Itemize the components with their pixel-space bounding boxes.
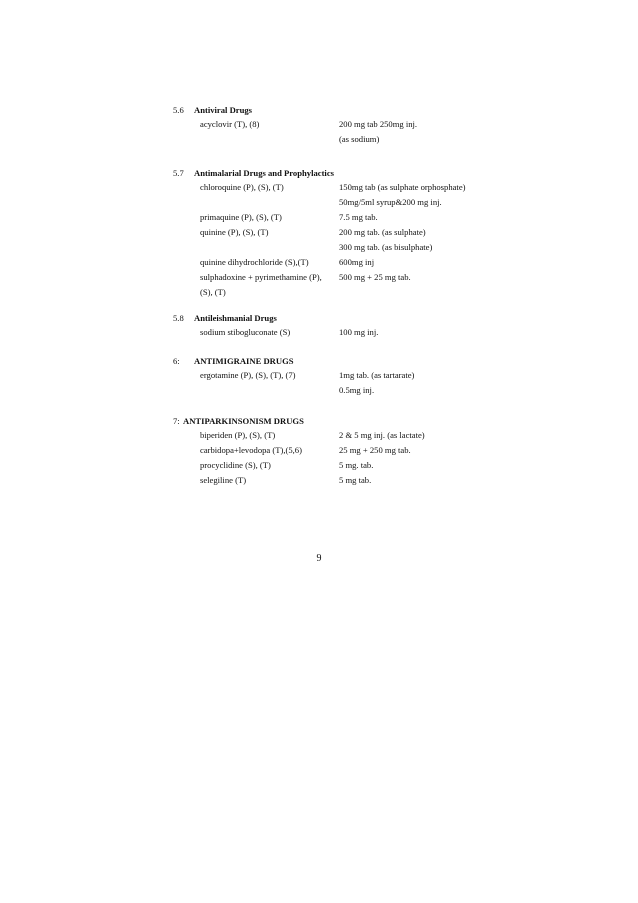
drug-dose: 0.5mg inj. xyxy=(339,385,375,395)
drug-name: biperiden (P), (S), (T) xyxy=(200,430,276,440)
drug-dose: 500 mg + 25 mg tab. xyxy=(339,272,411,282)
drug-dose: 5 mg. tab. xyxy=(339,460,374,470)
page-number: 9 xyxy=(316,553,322,564)
drug-row xyxy=(173,195,593,210)
section-heading xyxy=(173,414,593,428)
section-number: 5.6 xyxy=(173,105,184,115)
drug-row xyxy=(173,383,593,398)
drug-name: primaquine (P), (S), (T) xyxy=(200,212,282,222)
drug-name: sulphadoxine + pyrimethamine (P), xyxy=(200,272,322,282)
drug-row xyxy=(173,285,593,300)
drug-dose: 2 & 5 mg inj. (as lactate) xyxy=(339,430,425,440)
drug-row xyxy=(173,325,593,340)
section-title: Antimalarial Drugs and Prophylactics xyxy=(194,168,334,178)
drug-dose: 50mg/5ml syrup&200 mg inj. xyxy=(339,197,442,207)
drug-dose: (as sodium) xyxy=(339,134,380,144)
drug-name: quinine dihydrochloride (S),(T) xyxy=(200,257,309,267)
drug-dose: 600mg inj xyxy=(339,257,375,267)
section-antileishmanial xyxy=(173,311,593,340)
drug-name: (S), (T) xyxy=(200,287,226,297)
drug-name: acyclovir (T), (8) xyxy=(200,119,260,129)
drug-row xyxy=(173,443,593,458)
section-number: 5.7 xyxy=(173,168,184,178)
section-antimigraine xyxy=(173,354,593,398)
section-heading xyxy=(173,166,593,180)
section-heading xyxy=(173,354,593,368)
drug-row xyxy=(173,180,593,195)
drug-row xyxy=(173,240,593,255)
drug-dose: 300 mg tab. (as bisulphate) xyxy=(339,242,433,252)
section-title: ANTIMIGRAINE DRUGS xyxy=(194,356,294,366)
section-antiparkinsonism xyxy=(173,414,593,488)
drug-name: ergotamine (P), (S), (T), (7) xyxy=(200,370,296,380)
drug-row xyxy=(173,225,593,240)
section-antimalarial xyxy=(173,166,593,300)
section-title: Antileishmanial Drugs xyxy=(194,313,277,323)
drug-name: sodium stibogluconate (S) xyxy=(200,327,291,337)
drug-row xyxy=(173,428,593,443)
drug-dose: 25 mg + 250 mg tab. xyxy=(339,445,411,455)
drug-name: carbidopa+levodopa (T),(5,6) xyxy=(200,445,302,455)
drug-name: chloroquine (P), (S), (T) xyxy=(200,182,284,192)
drug-dose: 150mg tab (as sulphate orphosphate) xyxy=(339,182,466,192)
drug-row xyxy=(173,368,593,383)
drug-row xyxy=(173,458,593,473)
section-number: 6: xyxy=(173,356,180,366)
section-title: Antiviral Drugs xyxy=(194,105,253,115)
drug-row xyxy=(173,117,593,132)
drug-row xyxy=(173,255,593,270)
section-heading xyxy=(173,311,593,325)
section-title: ANTIPARKINSONISM DRUGS xyxy=(183,416,304,426)
drug-name: quinine (P), (S), (T) xyxy=(200,227,269,237)
drug-row xyxy=(173,473,593,488)
drug-dose: 5 mg tab. xyxy=(339,475,372,485)
drug-row xyxy=(173,132,593,147)
section-heading xyxy=(173,103,593,117)
drug-dose: 7.5 mg tab. xyxy=(339,212,378,222)
drug-name: selegiline (T) xyxy=(200,475,247,485)
drug-name: procyclidine (S), (T) xyxy=(200,460,271,470)
section-number: 7: xyxy=(173,416,180,426)
section-antiviral xyxy=(173,103,593,147)
drug-dose: 200 mg tab 250mg inj. xyxy=(339,119,418,129)
section-number: 5.8 xyxy=(173,313,184,323)
drug-dose: 200 mg tab. (as sulphate) xyxy=(339,227,426,237)
drug-dose: 1mg tab. (as tartarate) xyxy=(339,370,415,380)
drug-row xyxy=(173,210,593,225)
drug-row xyxy=(173,270,593,285)
drug-dose: 100 mg inj. xyxy=(339,327,379,337)
